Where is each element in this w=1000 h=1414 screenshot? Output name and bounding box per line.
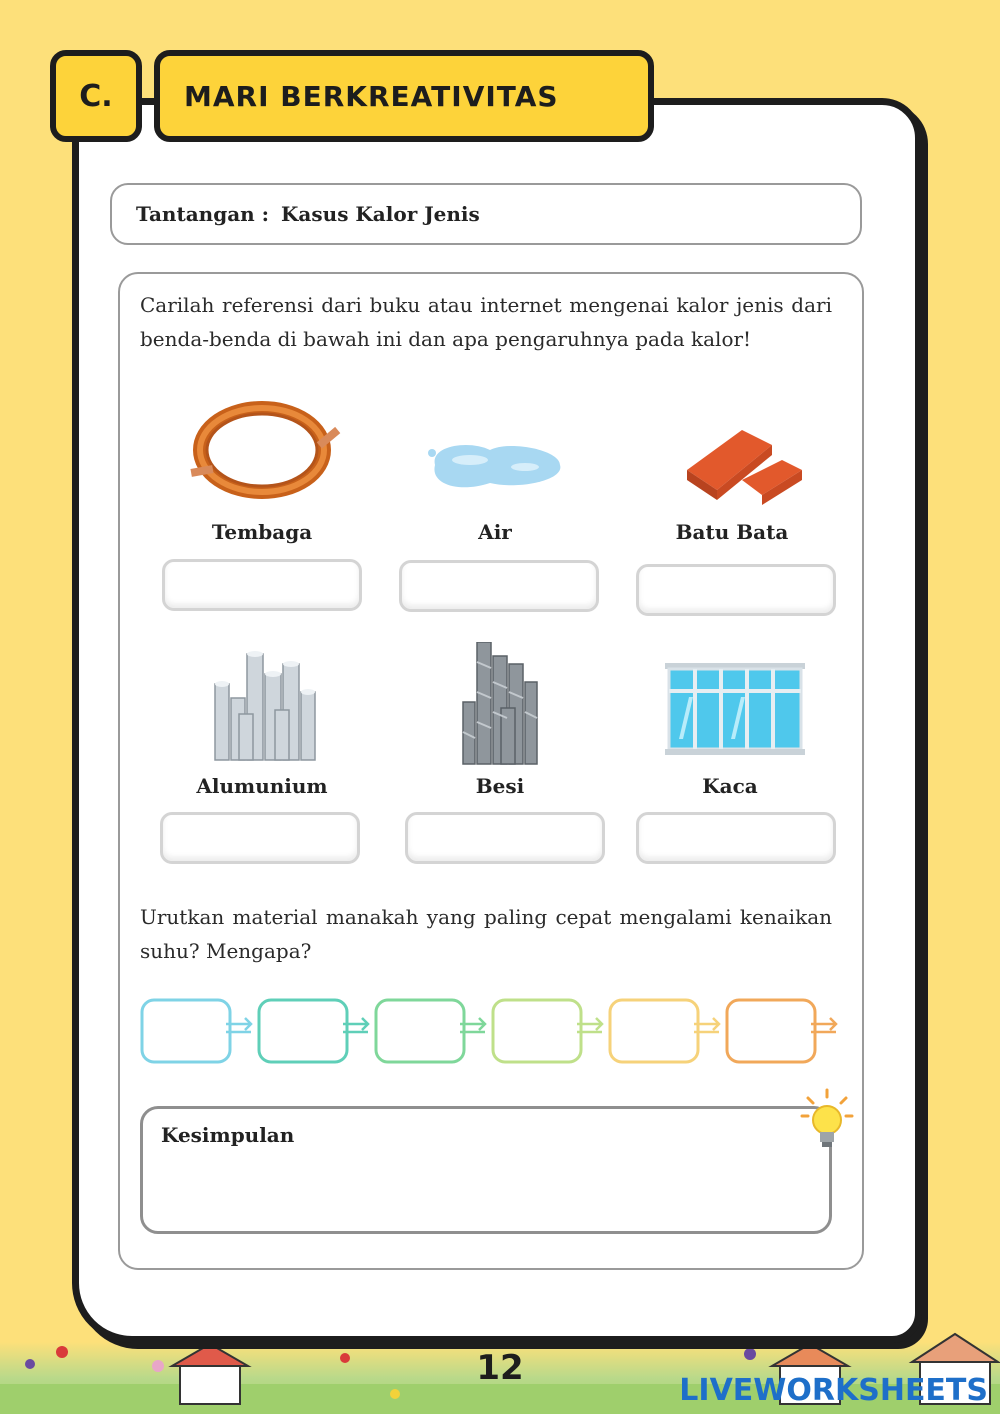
glass-window-icon [645,649,815,759]
watermark-logo: LIVEWORKSHEETS [679,1373,988,1408]
lightbulb-icon [800,1088,854,1150]
challenge-header [110,183,862,245]
order-slot-4[interactable] [493,1000,581,1062]
material-item-kaca [630,644,830,798]
order-slot-6[interactable] [727,1000,815,1062]
material-item-besi [400,644,600,798]
order-slot-1[interactable] [142,1000,230,1062]
material-label: Kaca [702,774,758,798]
conclusion-label: Kesimpulan [161,1123,295,1147]
answer-field-besi[interactable] [405,812,605,864]
page-number: 12 [476,1348,524,1388]
ordering-flow [140,996,840,1066]
challenge-title: Kasus Kalor Jenis [281,202,480,226]
answer-field-kaca[interactable] [636,812,836,864]
challenge-label: Tantangan : [136,202,270,226]
answer-field-alumunium[interactable] [160,812,360,864]
iron-rebar-icon [415,642,585,767]
copper-coil-icon [177,395,347,505]
material-label: Alumunium [196,774,328,798]
material-item-alumunium [162,644,362,798]
material-item-air [395,390,595,544]
material-item-batu-bata [632,390,832,544]
answer-field-air[interactable] [399,560,599,612]
aluminium-pipes-icon [177,644,347,764]
water-puddle-icon [410,395,580,505]
material-label: Air [478,520,512,544]
order-slot-2[interactable] [259,1000,347,1062]
intro-text: Carilah referensi dari buku atau internet mengenai kalor jenis dari benda-benda di bawah ini dan apa pengaruhnya pada kalor! [140,293,832,351]
answer-field-batu-bata[interactable] [636,564,836,616]
order-slot-3[interactable] [376,1000,464,1062]
material-item-tembaga [162,390,362,544]
house-icon [172,1344,248,1404]
question-text: Urutkan material manakah yang paling cepat mengalami kenaikan suhu? Mengapa? [140,905,832,963]
section-title: MARI BERKREATIVITAS [154,50,654,142]
answer-field-tembaga[interactable] [162,559,362,611]
conclusion-box[interactable] [140,1106,832,1234]
material-label: Tembaga [211,520,313,544]
brick-icon [647,395,817,505]
section-letter: C. [50,50,142,142]
order-slot-5[interactable] [610,1000,698,1062]
material-label: Besi [475,774,525,798]
material-label: Batu Bata [675,520,789,544]
